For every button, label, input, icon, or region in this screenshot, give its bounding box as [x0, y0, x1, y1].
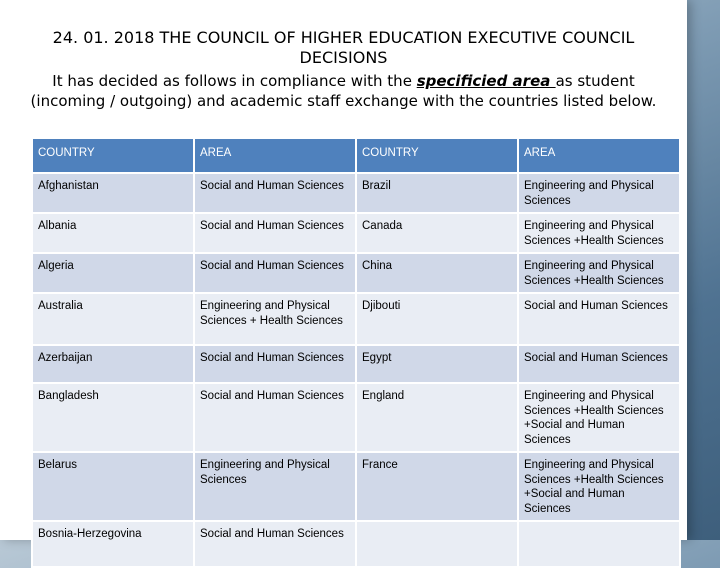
country-cell: Egypt [356, 345, 518, 383]
area-cell: Engineering and Physical Sciences [518, 173, 680, 213]
subtitle-emphasis: specificied area [416, 72, 556, 90]
header-area-2: AREA [518, 138, 680, 173]
country-cell: Djibouti [356, 293, 518, 345]
area-cell: Social and Human Sciences [194, 173, 356, 213]
header-country-1: COUNTRY [32, 138, 194, 173]
header-area-1: AREA [194, 138, 356, 173]
country-cell [356, 521, 518, 567]
title-line-decisions: DECISIONS [299, 48, 388, 67]
area-cell: Engineering and Physical Sciences +Health Sciences +Social and Human Sciences [518, 452, 680, 521]
country-cell: Afghanistan [32, 173, 194, 213]
country-cell: Algeria [32, 253, 194, 293]
subtitle-text-pre: It has decided as follows in compliance with the [52, 72, 417, 90]
area-cell: Engineering and Physical Sciences +Health Sciences +Social and Human Sciences [518, 383, 680, 452]
title-line-date: 24. 01. 2018 THE COUNCIL OF HIGHER EDUCATION EXECUTIVE COUNCIL [52, 28, 635, 47]
table-row [32, 253, 680, 293]
area-cell: Engineering and Physical Sciences [194, 452, 356, 521]
country-cell: Belarus [32, 452, 194, 521]
country-area-table [31, 137, 681, 568]
country-cell: Azerbaijan [32, 345, 194, 383]
country-cell: Canada [356, 213, 518, 253]
table-row [32, 383, 680, 452]
subtitle-line-2: (incoming / outgoing) and academic staff exchange with the countries listed below. [30, 92, 657, 110]
area-cell [518, 521, 680, 567]
subtitle-line-1 [0, 71, 687, 91]
area-cell: Social and Human Sciences [194, 345, 356, 383]
area-cell: Engineering and Physical Sciences +Health Sciences [518, 213, 680, 253]
country-cell: Australia [32, 293, 194, 345]
table-row [32, 521, 680, 567]
country-cell: Brazil [356, 173, 518, 213]
table-row [32, 345, 680, 383]
table-row [32, 293, 680, 345]
area-cell: Social and Human Sciences [194, 521, 356, 567]
area-cell: Social and Human Sciences [518, 345, 680, 383]
table-row [32, 452, 680, 521]
area-cell: Social and Human Sciences [194, 213, 356, 253]
country-cell: France [356, 452, 518, 521]
table-row [32, 213, 680, 253]
area-cell: Social and Human Sciences [194, 253, 356, 293]
subtitle-text-post: as student [555, 72, 635, 90]
area-cell: Engineering and Physical Sciences + Health Sciences [194, 293, 356, 345]
country-cell: Bangladesh [32, 383, 194, 452]
country-cell: England [356, 383, 518, 452]
area-cell: Social and Human Sciences [518, 293, 680, 345]
country-cell: Bosnia-Herzegovina [32, 521, 194, 567]
table-header-row [32, 138, 680, 173]
table-row [32, 173, 680, 213]
area-cell: Social and Human Sciences [194, 383, 356, 452]
header-country-2: COUNTRY [356, 138, 518, 173]
slide-title [0, 28, 687, 111]
area-cell: Engineering and Physical Sciences +Health Sciences [518, 253, 680, 293]
country-cell: China [356, 253, 518, 293]
country-cell: Albania [32, 213, 194, 253]
